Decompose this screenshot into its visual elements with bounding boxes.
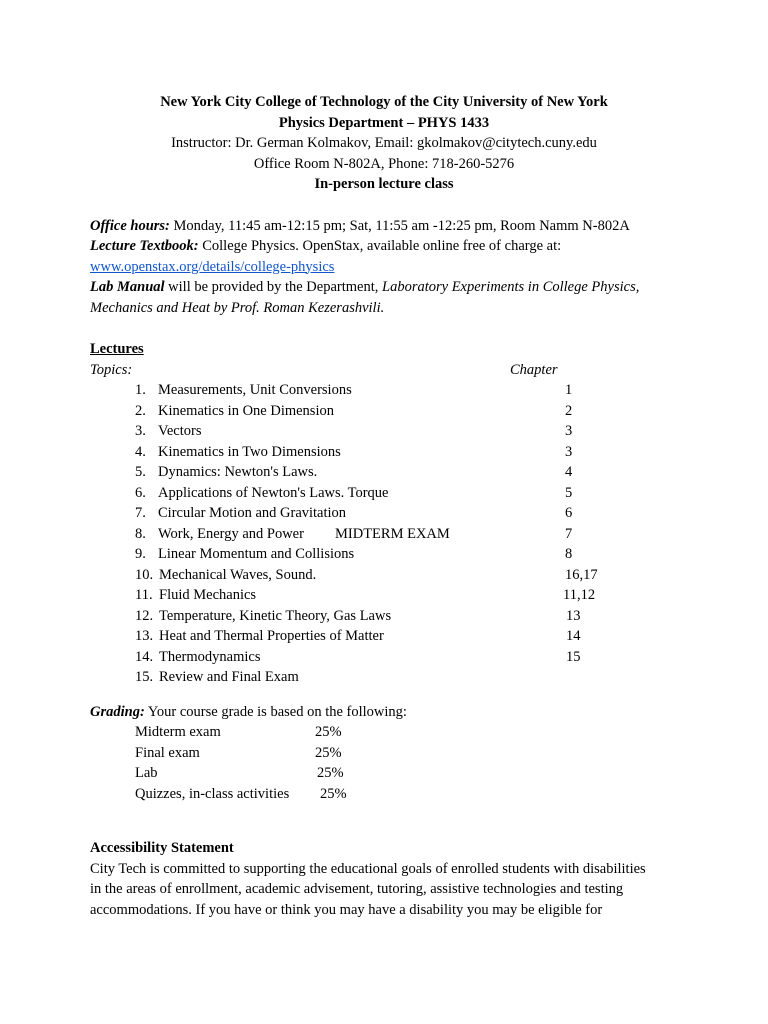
- lecture-list: [90, 380, 690, 688]
- lecture-chapter: 3: [565, 423, 573, 439]
- lecture-topic: Mechanical Waves, Sound.: [159, 566, 317, 583]
- office-hours-label: Office hours:: [90, 217, 170, 234]
- lecture-row: [90, 606, 690, 627]
- lecture-topic: Thermodynamics: [159, 648, 261, 665]
- syllabus-page: [90, 92, 690, 920]
- lecture-number: 4.: [135, 443, 146, 460]
- lecture-row: [90, 442, 690, 463]
- lecture-number: 10.: [135, 566, 154, 583]
- lecture-chapter: 6: [565, 505, 573, 521]
- lecture-chapter: 8: [565, 546, 573, 562]
- lecture-number: 13.: [135, 628, 154, 644]
- lecture-number: 11.: [135, 587, 153, 603]
- grading-item-value: 25%: [320, 785, 347, 802]
- chapter-label: Chapter: [510, 361, 558, 378]
- lecture-chapter: 13: [566, 607, 581, 624]
- grading-item-label: Final exam: [135, 744, 200, 761]
- class-format: In-person lecture class: [314, 176, 454, 192]
- lecture-topic: Heat and Thermal Properties of Matter: [159, 628, 384, 644]
- lecture-topic: Linear Momentum and Collisions: [158, 546, 355, 562]
- office-line: Office Room N-802A, Phone: 718-260-5276: [253, 155, 515, 172]
- lecture-row: [90, 401, 690, 422]
- lecture-row: [90, 565, 690, 586]
- lecture-row: [90, 421, 690, 442]
- textbook-link[interactable]: www.openstax.org/details/college-physics: [90, 258, 335, 275]
- grading-item-label: Quizzes, in-class activities: [135, 785, 290, 802]
- lecture-number: 1.: [135, 382, 146, 398]
- accessibility-line: in the areas of enrollment, academic advisement, tutoring, assistive technologies and testing: [90, 881, 624, 897]
- lecture-row: [90, 462, 690, 483]
- lecture-row: [90, 483, 690, 504]
- grading-list: [90, 722, 690, 804]
- lecture-topic: Vectors: [158, 423, 202, 439]
- grading-item-value: 25%: [315, 724, 342, 740]
- lecture-chapter: 1: [565, 382, 573, 398]
- grading-label: Grading:: [90, 703, 145, 720]
- grading-line: [90, 702, 690, 723]
- lab-manual-label: Lab Manual: [90, 279, 165, 295]
- header-block: [90, 92, 690, 195]
- lecture-topic: Measurements, Unit Conversions: [158, 382, 352, 398]
- lecture-number: 7.: [135, 505, 146, 521]
- lecture-topic: Work, Energy and Power: [158, 525, 304, 542]
- lecture-number: 14.: [135, 648, 154, 665]
- lecture-row: [90, 585, 690, 606]
- lecture-row: [90, 667, 690, 688]
- lecture-row: [90, 647, 690, 668]
- lecture-chapter: 4: [565, 464, 573, 480]
- topics-header: [90, 360, 690, 381]
- office-hours-text: Monday, 11:45 am-12:15 pm; Sat, 11:55 am -12:25 pm, Room Namm N-802A: [169, 217, 630, 234]
- lecture-number: 8.: [135, 525, 146, 542]
- lecture-topic: Dynamics: Newton's Laws.: [158, 464, 318, 480]
- lecture-chapter: 2: [565, 402, 573, 419]
- department-course: Physics Department – PHYS 1433: [278, 114, 490, 131]
- topics-label: Topics:: [90, 361, 133, 378]
- lecture-chapter: 15: [566, 648, 581, 665]
- lecture-number: 3.: [135, 423, 146, 439]
- grading-item-label: Midterm exam: [135, 724, 221, 740]
- lecture-row: [90, 626, 690, 647]
- grading-item-value: 25%: [315, 744, 342, 761]
- lecture-topic: Applications of Newton's Laws. Torque: [158, 484, 389, 501]
- lecture-topic: Fluid Mechanics: [159, 587, 257, 603]
- grading-row: [90, 722, 690, 743]
- textbook-label: Lecture Textbook:: [90, 238, 199, 254]
- lecture-chapter: 5: [565, 484, 573, 501]
- lecture-topic: Circular Motion and Gravitation: [158, 505, 347, 521]
- lecture-number: 9.: [135, 546, 146, 562]
- lecture-topic: Review and Final Exam: [159, 669, 299, 685]
- grading-row: [90, 784, 690, 805]
- lecture-row: [90, 524, 690, 545]
- exam-marker: MIDTERM EXAM: [335, 525, 450, 542]
- lecture-row: [90, 544, 690, 565]
- lecture-number: 2.: [135, 402, 146, 419]
- accessibility-line: City Tech is committed to supporting the educational goals of enrolled students with disabilities: [90, 860, 646, 877]
- lecture-topic: Temperature, Kinetic Theory, Gas Laws: [159, 607, 392, 624]
- lecture-number: 12.: [135, 607, 154, 624]
- grading-row: [90, 763, 690, 784]
- lab-manual-title-2: Mechanics and Heat by Prof. Roman Kezerashvili.: [90, 299, 385, 316]
- accessibility-line: accommodations. If you have or think you may have a disability you may be eligible for: [90, 901, 603, 918]
- grading-item-value: 25%: [317, 765, 344, 781]
- grading-item-label: Lab: [135, 765, 158, 781]
- lecture-number: 5.: [135, 464, 146, 480]
- accessibility-body: [90, 859, 690, 921]
- lecture-chapter: 7: [565, 525, 573, 542]
- textbook-line: [90, 236, 690, 257]
- college-name: New York City College of Technology of the City University of New York: [160, 94, 608, 110]
- lecture-topic: Kinematics in Two Dimensions: [158, 443, 341, 460]
- lab-manual-line: [90, 277, 690, 298]
- grading-row: [90, 743, 690, 764]
- lab-manual-text: will be provided by the Department,: [164, 279, 382, 295]
- accessibility-heading: Accessibility Statement: [90, 840, 234, 856]
- lecture-chapter: 14: [566, 628, 581, 644]
- lecture-row: [90, 380, 690, 401]
- office-hours-line: [90, 216, 690, 237]
- instructor-line: Instructor: Dr. German Kolmakov, Email: gkolmakov@citytech.cuny.edu: [171, 135, 597, 151]
- lectures-heading: Lectures: [90, 341, 144, 357]
- lecture-number: 6.: [135, 484, 146, 501]
- lab-manual-title-1: Laboratory Experiments in College Physics,: [382, 279, 640, 295]
- textbook-text: College Physics. OpenStax, available online free of charge at:: [198, 238, 562, 254]
- lecture-chapter: 11,12: [563, 587, 596, 603]
- lecture-topic: Kinematics in One Dimension: [158, 402, 334, 419]
- grading-intro: Your course grade is based on the following:: [144, 703, 407, 720]
- lecture-chapter: 16,17: [565, 566, 598, 583]
- lecture-number: 15.: [135, 669, 154, 685]
- lecture-row: [90, 503, 690, 524]
- lecture-chapter: 3: [565, 443, 573, 460]
